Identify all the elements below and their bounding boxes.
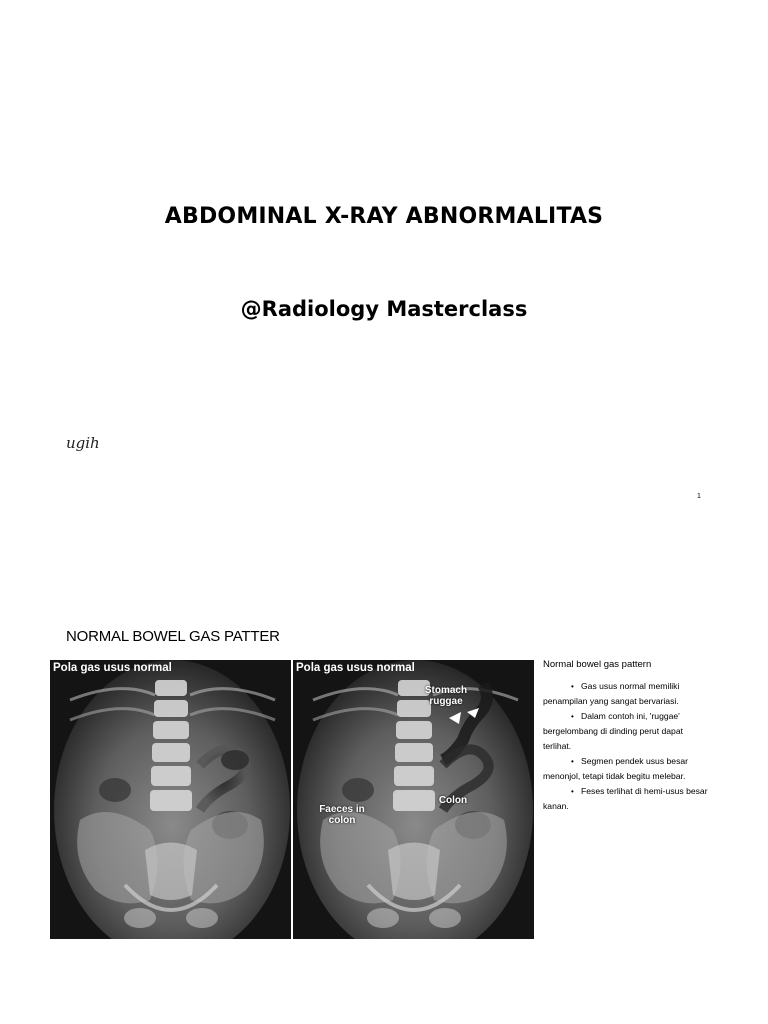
annotation-stomach-ruggae: Stomach ruggae [424,685,468,707]
notes-panel [543,658,713,814]
bullet-icon: • [571,711,574,721]
xray-illustration [50,660,291,939]
list-item: • Segmen pendek usus besar menonjol, tetapi tidak begitu melebar. [543,755,689,782]
list-item: • Dalam contoh ini, 'ruggae' bergelombang di dinding perut dapat terlihat. [543,710,683,751]
notes-title: Normal bowel gas pattern [543,659,652,670]
document-subtitle: @Radiology Masterclass [240,297,528,321]
annotation-colon: Colon [438,795,468,806]
xray-image-left [50,660,291,939]
figure-label: Pola gas usus normal [53,662,172,674]
section-heading: NORMAL BOWEL GAS PATTER [66,628,280,645]
bullet-icon: • [571,756,574,766]
xray-illustration [293,660,534,939]
annotation-faeces-in-colon: Faeces in colon [319,804,365,826]
document-title: ABDOMINAL X-RAY ABNORMALITAS [164,204,604,229]
figure-label: Pola gas usus normal [296,662,415,674]
list-item: • Feses terlihat di hemi-usus besar kanan. [543,785,708,812]
bullet-icon: • [571,681,574,691]
xray-image-right [293,660,534,939]
list-item: • Gas usus normal memiliki penampilan yang sangat bervariasi. [543,680,680,707]
page-number: 1 [697,493,701,500]
author-signature: ugih [66,434,100,452]
bullet-icon: • [571,786,574,796]
